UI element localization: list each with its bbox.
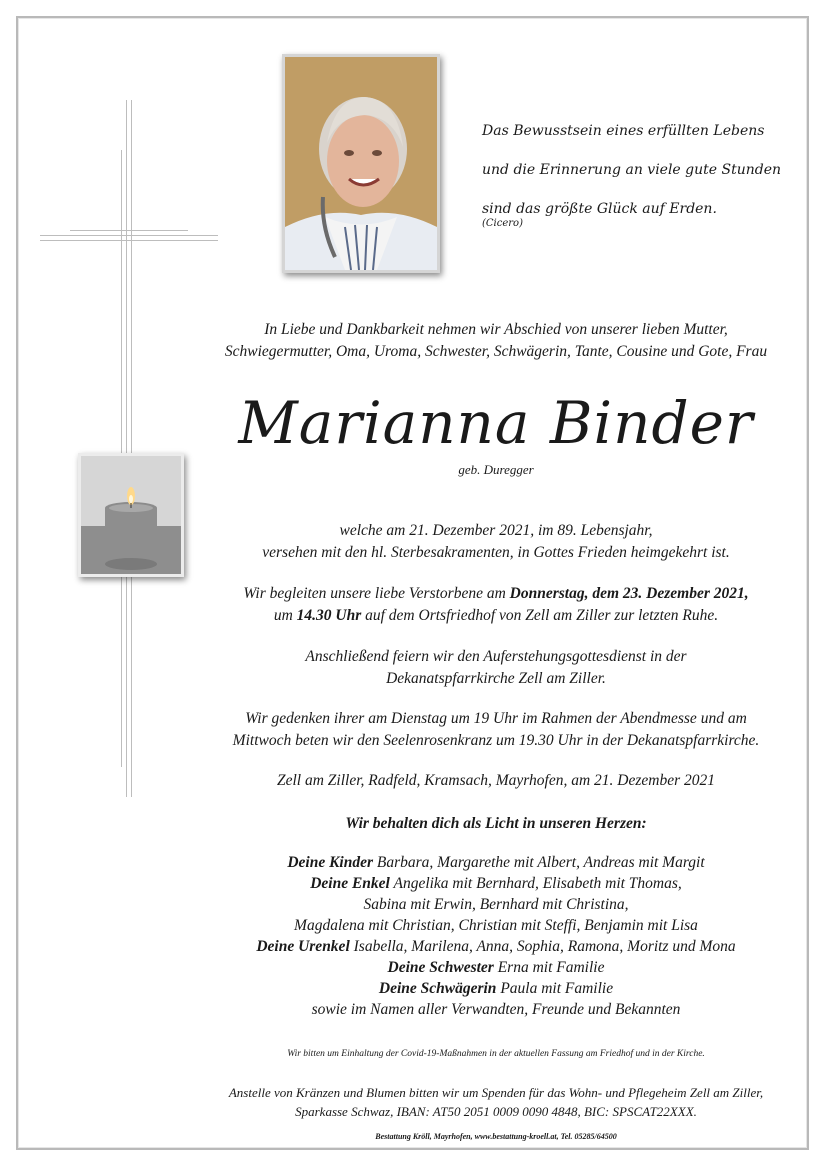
family-label: Deine Schwägerin [378,980,497,997]
memorial-line: Wir gedenken ihrer am Dienstag um 19 Uhr im Rahmen der Abendmesse und am [245,710,747,727]
family-label: Deine Kinder [287,854,373,871]
funeral-time: 14.30 Uhr [296,607,362,624]
donation-line: Sparkasse Schwaz, IBAN: AT50 2051 0009 0090 4848, BIC: SPSCAT22XXX. [295,1104,697,1119]
family-kinder [186,852,806,873]
deceased-name: Marianna Binder [238,389,754,457]
portrait-photo [282,54,440,273]
funeral-text: auf dem Ortsfriedhof von Zell am Ziller zur letzten Ruhe. [361,607,719,624]
maiden-name: geb. Duregger [458,462,534,477]
family-list [186,852,806,1020]
family-names: Isabella, Marilena, Anna, Sophia, Ramona, Moritz und Mona [349,938,736,955]
motto: Wir behalten dich als Licht in unseren Herzen: [345,815,647,832]
funeral-notice [186,583,806,627]
family-urenkel [186,936,806,957]
family-names: Magdalena mit Christian, Christian mit Steffi, Benjamin mit Lisa [294,917,698,934]
place-date: Zell am Ziller, Radfeld, Kramsach, Mayrhofen, am 21. Dezember 2021 [277,772,715,789]
family-names: Erna mit Familie [493,959,605,976]
family-label: Deine Schwester [387,959,494,976]
death-notice [186,520,806,564]
family-enkel [186,873,806,894]
family-schwester [186,957,806,978]
family-names: Paula mit Familie [496,980,614,997]
family-schwaegerin [186,978,806,999]
family-names: Sabina mit Erwin, Bernhard mit Christina, [363,896,629,913]
memorial-line: Mittwoch beten wir den Seelenrosenkranz um 19.30 Uhr in der Dekanatspfarrkirche. [232,732,760,749]
intro-text [186,319,806,363]
mass-line: Anschließend feiern wir den Auferstehungsgottesdienst in der [305,648,687,665]
candle-image [78,453,184,577]
mass-notice [186,646,806,690]
quote-line: sind das größte Glück auf Erden. [482,201,717,217]
funeral-text: um [273,607,297,624]
undertaker-footer: Bestattung Kröll, Mayrhofen, www.bestattung-kroell.at, Tel. 05285/64500 [375,1132,617,1141]
donation-line: Anstelle von Kränzen und Blumen bitten wir um Spenden für das Wohn- und Pflegeheim Zell am Ziller, [228,1085,764,1100]
family-names: Angelika mit Bernhard, Elisabeth mit Thomas, [389,875,682,892]
quote-line: Das Bewusstsein eines erfüllten Lebens [482,123,765,139]
family-label: Deine Urenkel [256,938,350,955]
memorial-notice [186,708,806,752]
family-label: Deine Enkel [310,875,390,892]
death-line: welche am 21. Dezember 2021, im 89. Lebensjahr, [339,522,653,539]
intro-line: Schwiegermutter, Oma, Uroma, Schwester, Schwägerin, Tante, Cousine und Gote, Frau [224,343,768,360]
quote-source: (Cicero) [482,218,523,229]
cicero-quote [482,112,782,229]
family-names: Barbara, Margarethe mit Albert, Andreas mit Margit [373,854,705,871]
funeral-date: Donnerstag, dem 23. Dezember 2021, [509,585,749,602]
intro-line: In Liebe und Dankbarkeit nehmen wir Abschied von unserer lieben Mutter, [264,321,728,338]
donation-note [186,1083,806,1121]
quote-line: und die Erinnerung an viele gute Stunden [482,162,782,178]
family-others: sowie im Namen aller Verwandten, Freunde und Bekannten [311,1001,681,1018]
death-line: versehen mit den hl. Sterbesakramenten, in Gottes Frieden heimgekehrt ist. [262,544,730,561]
covid-note: Wir bitten um Einhaltung der Covid-19-Maßnahmen in der aktuellen Fassung am Friedhof und in der Kirche. [287,1049,705,1059]
funeral-text: Wir begleiten unsere liebe Verstorbene am [243,585,510,602]
mass-line: Dekanatspfarrkirche Zell am Ziller. [386,670,606,687]
